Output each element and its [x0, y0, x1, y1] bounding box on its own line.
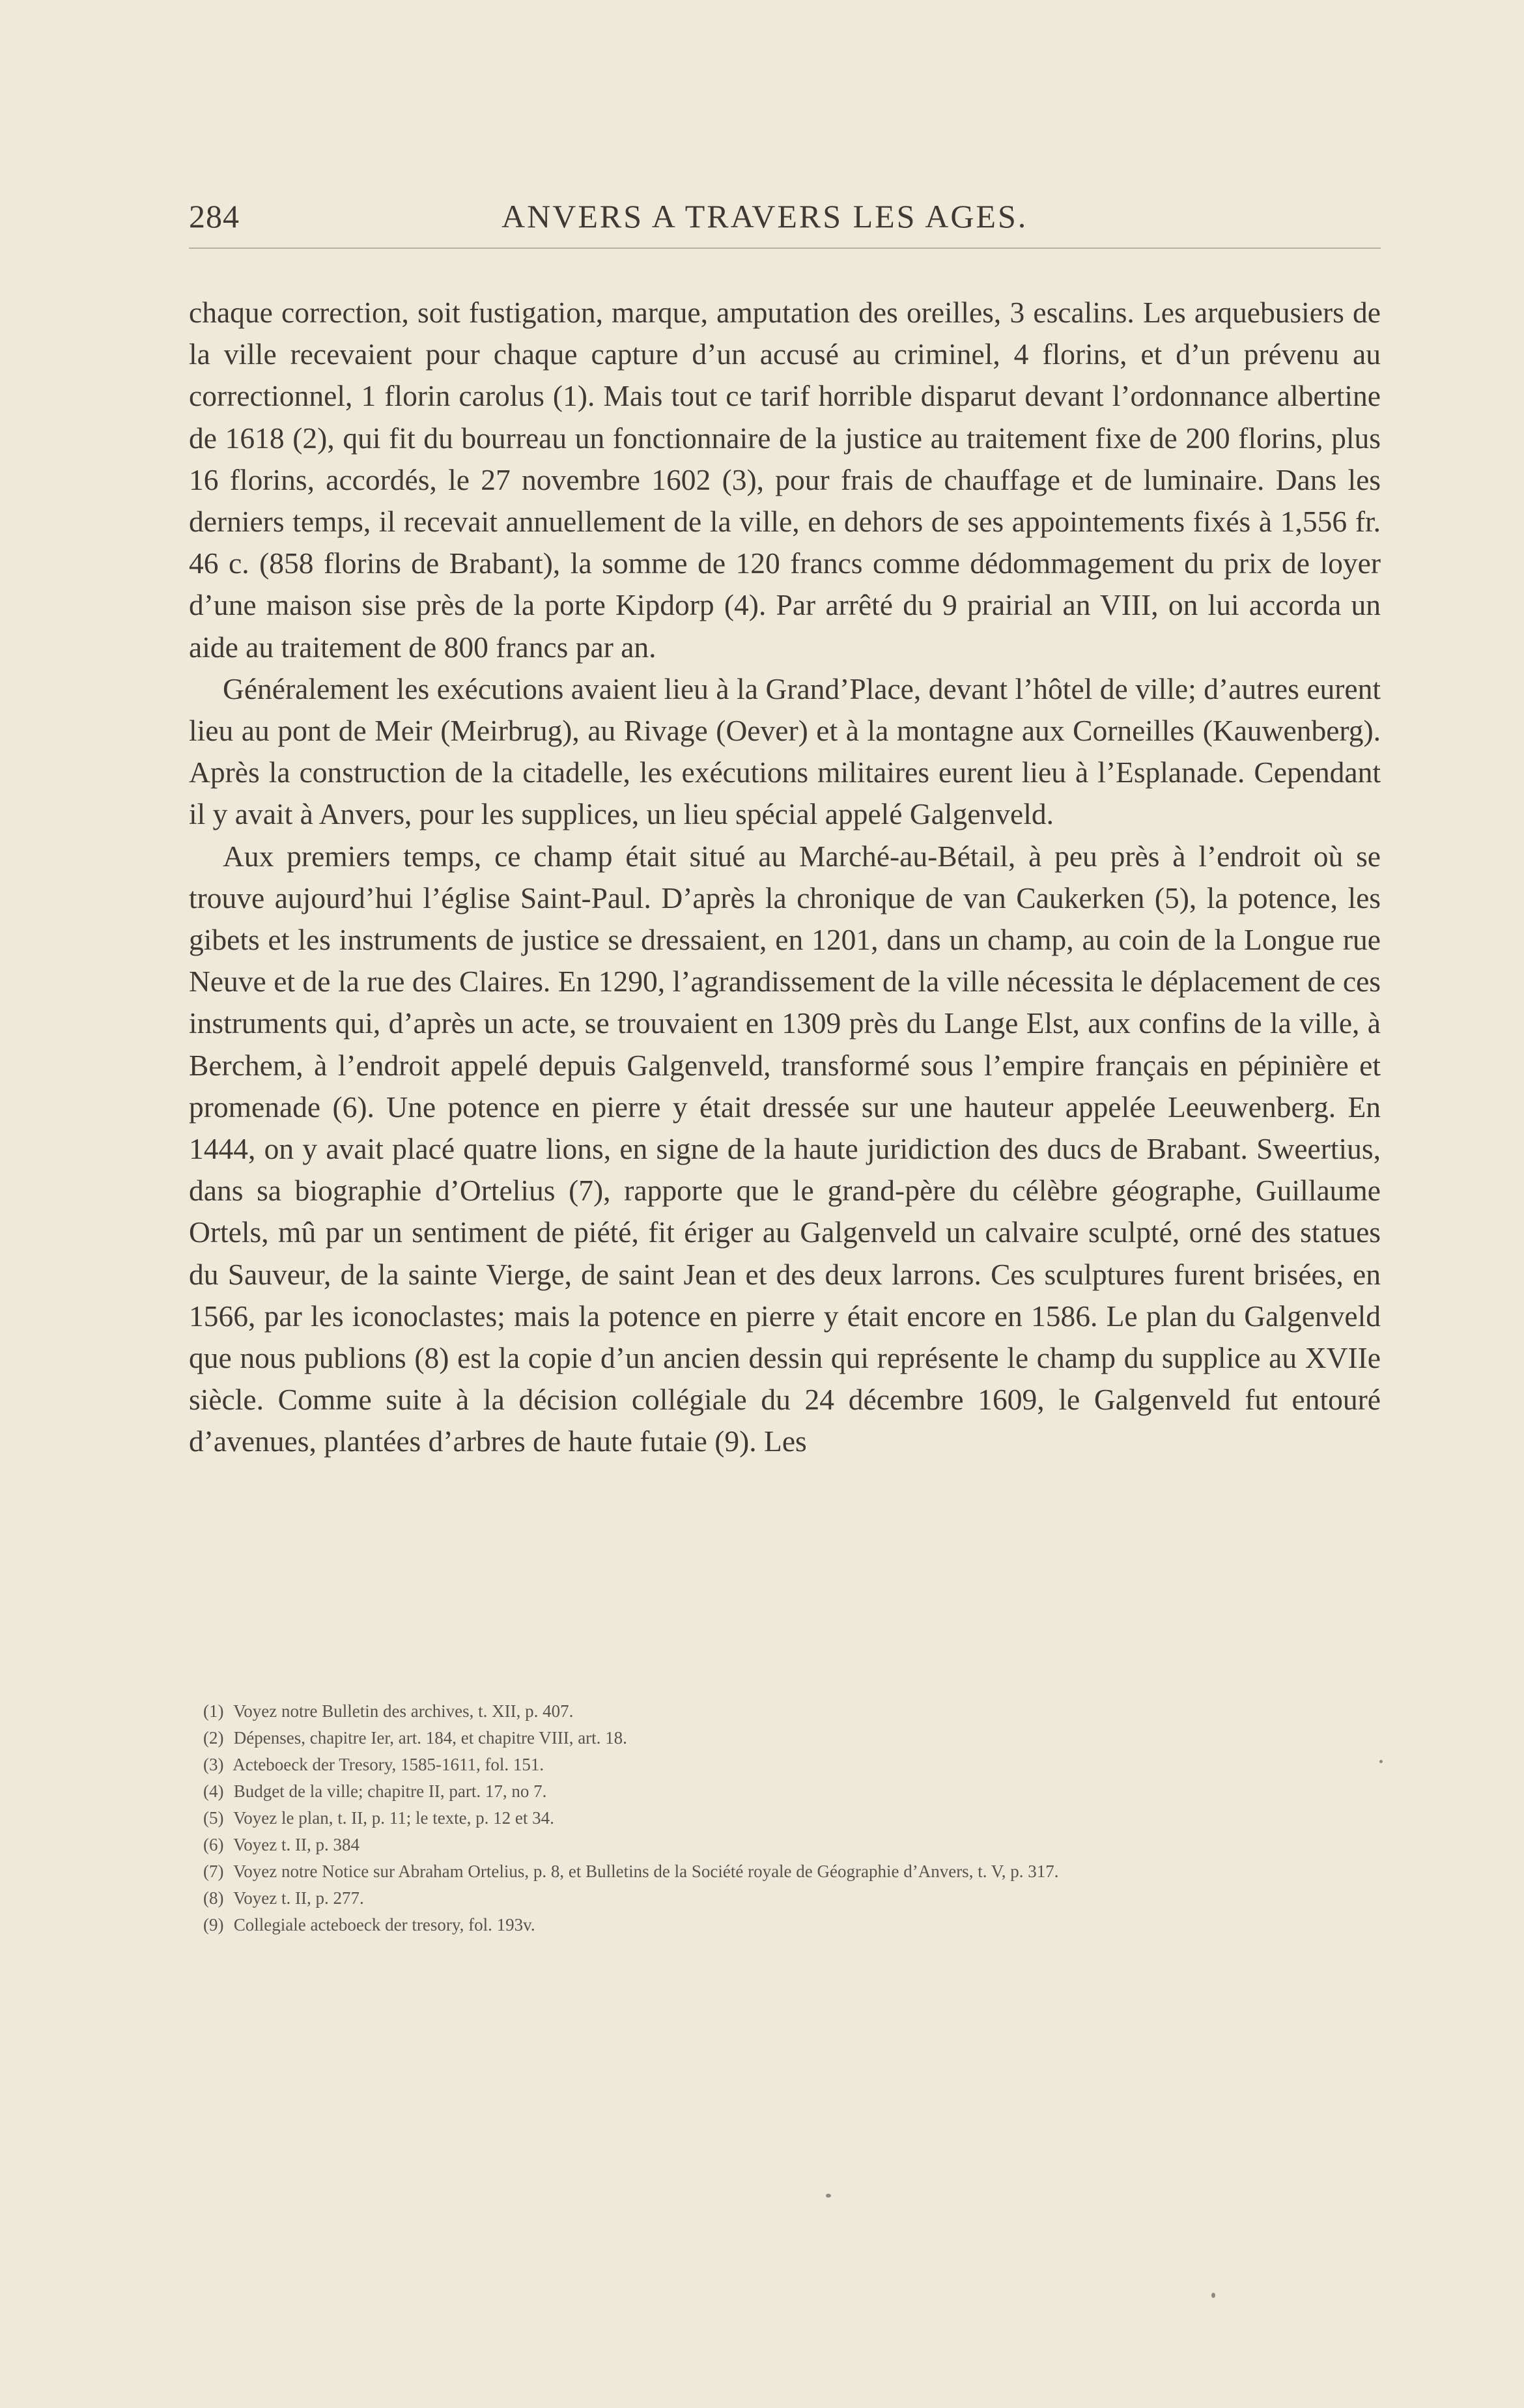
paragraph: chaque correction, soit fustigation, marque, amputation des oreilles, 3 escalins. Les arquebusiers de la ville recevaient pour chaque capture d’un accusé au criminel, 4 florins, et d’un prévenu au correctionnel, 1 florin carolus (1). Mais tout ce tarif horrible disparut devant l’ordonnance albertine de 1618 (2), qui fit du bourreau un fonctionnaire de la justice au traitement fixe de 200 florins, plus 16 florins, accordés, le 27 novembre 1602 (3), pour frais de chauffage et de luminaire. Dans les derniers temps, il recevait annuellement de la ville, en dehors de ses appointements fixés à 1,556 fr. 46 c. (858 florins de Brabant), la somme de 120 francs comme dédommagement du prix de loyer d’une maison sise près de la porte Kipdorp (4). Par arrêté du 9 prairial an VIII, on lui accorda un aide au traitement de 800 francs par an. [189, 296, 1381, 664]
header-rule [189, 248, 1381, 249]
footnote-text: Collegiale acteboeck der tresory, fol. 193v. [233, 1915, 535, 1934]
footnote [203, 1805, 1382, 1832]
page-number: 284 [189, 198, 240, 234]
footnote-number: (7) [203, 1862, 224, 1881]
paper-speck [1211, 2293, 1215, 2298]
footnote [203, 1885, 1382, 1912]
footnote [203, 1751, 1382, 1778]
running-title: ANVERS A TRAVERS LES AGES. [501, 198, 1028, 234]
footnote-number: (2) [203, 1728, 224, 1748]
footnote-text: Voyez t. II, p. 384 [233, 1835, 360, 1854]
footnotes [203, 1698, 1382, 1938]
footnote [203, 1778, 1382, 1805]
footnote-text: Voyez le plan, t. II, p. 11; le texte, p. 12 et 34. [233, 1808, 554, 1828]
footnote-number: (8) [203, 1888, 224, 1908]
footnote-number: (1) [203, 1701, 224, 1721]
body-text [189, 292, 1381, 1463]
paper-speck [1379, 1760, 1383, 1763]
footnote-number: (9) [203, 1915, 224, 1934]
footnote [203, 1858, 1382, 1885]
footnote [203, 1832, 1382, 1858]
footnote-number: (6) [203, 1835, 224, 1854]
footnote [203, 1698, 1382, 1725]
footnote-text: Voyez notre Notice sur Abraham Ortelius, p. 8, et Bulletins de la Société royale de Géographie d’Anvers, t. V, p. 317. [233, 1862, 1059, 1881]
footnote [203, 1725, 1382, 1751]
footnote-text: Dépenses, chapitre Ier, art. 184, et chapitre VIII, art. 18. [233, 1728, 627, 1748]
footnote-number: (3) [203, 1755, 224, 1774]
footnote-text: Acteboeck der Tresory, 1585-1611, fol. 151. [233, 1755, 544, 1774]
page-header [189, 197, 1381, 249]
paper-speck [826, 2194, 831, 2198]
footnote-text: Budget de la ville; chapitre II, part. 17, no 7. [233, 1781, 547, 1801]
footnote-number: (4) [203, 1781, 224, 1801]
footnote-number: (5) [203, 1808, 224, 1828]
footnote-text: Voyez t. II, p. 277. [233, 1888, 364, 1908]
footnote [203, 1912, 1382, 1938]
footnote-text: Voyez notre Bulletin des archives, t. XII, p. 407. [233, 1701, 574, 1721]
paragraph: Aux premiers temps, ce champ était situé au Marché-au-Bétail, à peu près à l’endroit où se trouve aujourd’hui l’église Saint-Paul. D’après la chronique de van Caukerken (5), la potence, les gibets et les instruments de justice se dressaient, en 1201, dans un champ, au coin de la Longue rue Neuve et de la rue des Claires. En 1290, l’agrandissement de la ville nécessita le déplacement de ces instruments qui, d’après un acte, se trouvaient en 1309 près du Lange Elst, aux confins de la ville, à Berchem, à l’endroit appelé depuis Galgenveld, transformé sous l’empire français en pépinière et promenade (6). Une potence en pierre y était dressée sur une hauteur appelée Leeuwenberg. En 1444, on y avait placé quatre lions, en signe de la haute juridiction des ducs de Brabant. Sweertius, dans sa biographie d’Ortelius (7), rapporte que le grand-père du célèbre géographe, Guillaume Ortels, mû par un sentiment de piété, fit ériger au Galgenveld un calvaire sculpté, orné des statues du Sauveur, de la sainte Vierge, de saint Jean et des deux larrons. Ces sculptures furent brisées, en 1566, par les iconoclastes; mais la potence en pierre y était encore en 1586. Le plan du Galgenveld que nous publions (8) est la copie d’un ancien dessin qui représente le champ du supplice au XVIIe siècle. Comme suite à la décision collégiale du 24 décembre 1609, le Galgenveld fut entouré d’avenues, plantées d’arbres de haute futaie (9). Les [189, 839, 1381, 1458]
paragraph: Généralement les exécutions avaient lieu à la Grand’Place, devant l’hôtel de ville; d’autres eurent lieu au pont de Meir (Meirbrug), au Rivage (Oever) et à la montagne aux Corneilles (Kauwenberg). Après la construction de la citadelle, les exécutions militaires eurent lieu à l’Esplanade. Cependant il y avait à Anvers, pour les supplices, un lieu spécial appelé Galgenveld. [189, 672, 1381, 831]
